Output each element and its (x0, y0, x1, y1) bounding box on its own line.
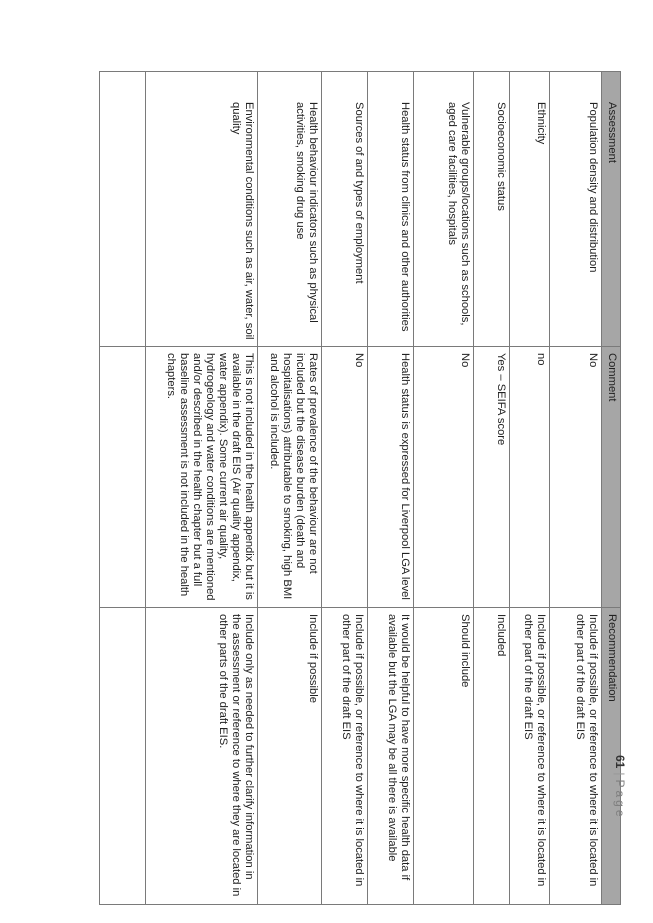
header-recommendation: Recommendation (602, 608, 621, 905)
cell-comment: This is not included in the health appendix but it is available in the draft EIS (Air quality appendix, water appendix). Some current air quality, hydrogeology and water conditions are mentioned and/or described in the health chapter but a full baseline assessment is not included in the health chapters. (146, 347, 258, 608)
table-row (474, 72, 510, 905)
cell-recommendation: It would be helpful to have more specific health data if available but the LGA may be all there is available (368, 608, 414, 905)
cell-comment: No (550, 347, 602, 608)
table-row (550, 72, 602, 905)
page-number: 61 (613, 755, 627, 769)
cell-recommendation: Include if possible, or reference to where it is located in other part of the draft EIS (322, 608, 368, 905)
table-row (368, 72, 414, 905)
cell-assessment: Health status from clinics and other authorities (368, 72, 414, 347)
cell-assessment: Health behaviour indicators such as physical activities, smoking drug use (258, 72, 322, 347)
cell-comment: Rates of prevalence of the behaviour are not included but the disease burden (death and hospitalisations) attributable to smoking, high BMI and alcohol is included. (258, 347, 322, 608)
cell-recommendation: Include if possible, or reference to where it is located in other part of the draft EIS (550, 608, 602, 905)
cell-recommendation: Include if possible (258, 608, 322, 905)
cell-comment: no (510, 347, 550, 608)
cell-assessment: Ethnicity (510, 72, 550, 347)
cell-comment: Health status is expressed for Liverpool LGA level (368, 347, 414, 608)
table-row (510, 72, 550, 905)
cell-assessment: Socioeconomic status (474, 72, 510, 347)
page-footer (613, 755, 627, 820)
footer-separator: | (613, 772, 627, 776)
cell-comment: No (322, 347, 368, 608)
cell-recommendation (100, 608, 146, 905)
table-row (146, 72, 258, 905)
cell-recommendation: Include only as needed to further clarify information in the assessment or reference to where they are located in other parts of the draft EIS. (146, 608, 258, 905)
cell-assessment: Environmental conditions such as air, water, soil quality (146, 72, 258, 347)
cell-comment: No (414, 347, 474, 608)
cell-assessment: Vulnerable groups/locations such as schools, aged care facilities, hospitals (414, 72, 474, 347)
table-row (258, 72, 322, 905)
page-label: Page (613, 779, 627, 820)
table-row-empty (100, 72, 146, 905)
table-row (414, 72, 474, 905)
header-comment: Comment (602, 347, 621, 608)
cell-assessment: Sources of and types of employment (322, 72, 368, 347)
cell-comment (100, 347, 146, 608)
header-assessment: Assessment (602, 72, 621, 347)
cell-assessment (100, 72, 146, 347)
cell-assessment: Population density and distribution (550, 72, 602, 347)
cell-recommendation: Include if possible, or reference to where it is located in other part of the draft EIS (510, 608, 550, 905)
assessment-table (99, 71, 621, 905)
cell-recommendation: Should include (414, 608, 474, 905)
cell-comment: Yes – SEIFA score (474, 347, 510, 608)
table-row (322, 72, 368, 905)
cell-recommendation: Included (474, 608, 510, 905)
